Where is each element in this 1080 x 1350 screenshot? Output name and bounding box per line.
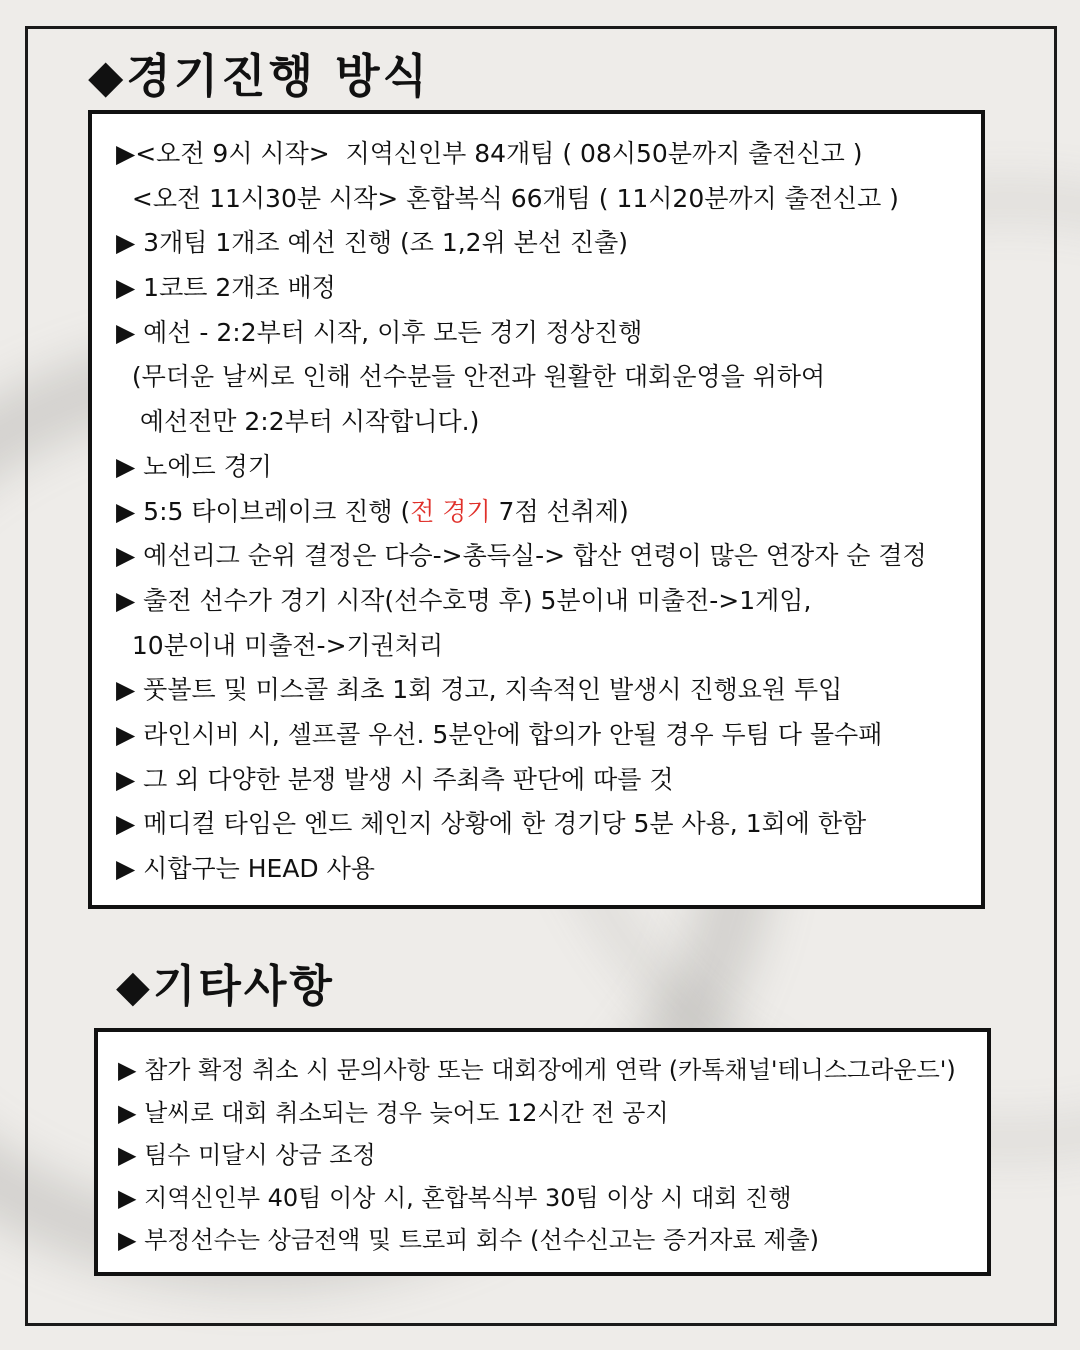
list-item: [116, 490, 981, 535]
list-item: ▶ 팀수 미달시 상금 조정: [118, 1141, 376, 1169]
section-title-other-notes: ◆기타사항: [116, 961, 335, 1012]
list-item: ▶ 메디컬 타임은 엔드 체인지 상황에 한 경기당 5분 사용, 1회에 한함: [116, 809, 867, 839]
section-title-match-format: ◆경기진행 방식: [88, 49, 431, 103]
list-item: 예선전만 2:2부터 시작합니다.): [116, 407, 480, 437]
list-item: ▶ 노에드 경기: [116, 451, 272, 481]
list-item: ▶ 부정선수는 상금전액 및 트로피 회수 (선수신고는 증거자료 제출): [118, 1226, 819, 1254]
list-item: ▶ 날씨로 대회 취소되는 경우 늦어도 12시간 전 공지: [118, 1098, 669, 1127]
list-item: ▶ 참가 확정 취소 시 문의사항 또는 대회장에게 연락 (카톡채널'테니스그라운드'): [118, 1056, 956, 1084]
list-item: ▶ 예선리그 순위 결정은 다승->총득실-> 합산 연령이 많은 연장자 순 결정: [116, 541, 927, 571]
list-item: 10분이내 미출전->기권처리: [116, 630, 444, 660]
list-item: ▶ 풋볼트 및 미스콜 최초 1회 경고, 지속적인 발생시 진행요원 투입: [116, 675, 843, 705]
tiebreak-text-end: 7점 선취제): [490, 496, 629, 526]
list-item: ▶ 라인시비 시, 셀프콜 우선. 5분안에 합의가 안될 경우 두팀 다 몰수패: [116, 719, 883, 749]
list-item: ▶ 그 외 다양한 분쟁 발생 시 주최측 판단에 따를 것: [116, 764, 674, 794]
list-item: ▶ 예선 - 2:2부터 시작, 이후 모든 경기 정상진행: [116, 317, 643, 347]
tiebreak-text: ▶ 5:5 타이브레이크 진행 (: [116, 496, 411, 526]
list-item: (무더운 날씨로 인해 선수분들 안전과 원활한 대회운영을 위하여: [116, 362, 826, 392]
list-item: ▶<오전 9시 시작> 지역신인부 84개팀 ( 08시50분까지 출전신고 ): [116, 139, 863, 168]
match-format-box: [88, 110, 985, 909]
list-item: ▶ 1코트 2개조 배정: [116, 273, 336, 303]
list-item: ▶ 출전 선수가 경기 시작(선수호명 후) 5분이내 미출전->1게임,: [116, 585, 812, 615]
list-item: <오전 11시30분 시작> 혼합복식 66개팀 ( 11시20분까지 출전신고 ): [116, 183, 899, 213]
highlight-text: 전 경기: [410, 496, 491, 526]
list-item: ▶ 3개팀 1개조 예선 진행 (조 1,2위 본선 진출): [116, 228, 628, 258]
other-notes-box: [94, 1028, 991, 1276]
list-item: ▶ 지역신인부 40팀 이상 시, 혼합복식부 30팀 이상 시 대회 진행: [118, 1183, 792, 1212]
list-item: ▶ 시합구는 HEAD 사용: [116, 854, 375, 883]
